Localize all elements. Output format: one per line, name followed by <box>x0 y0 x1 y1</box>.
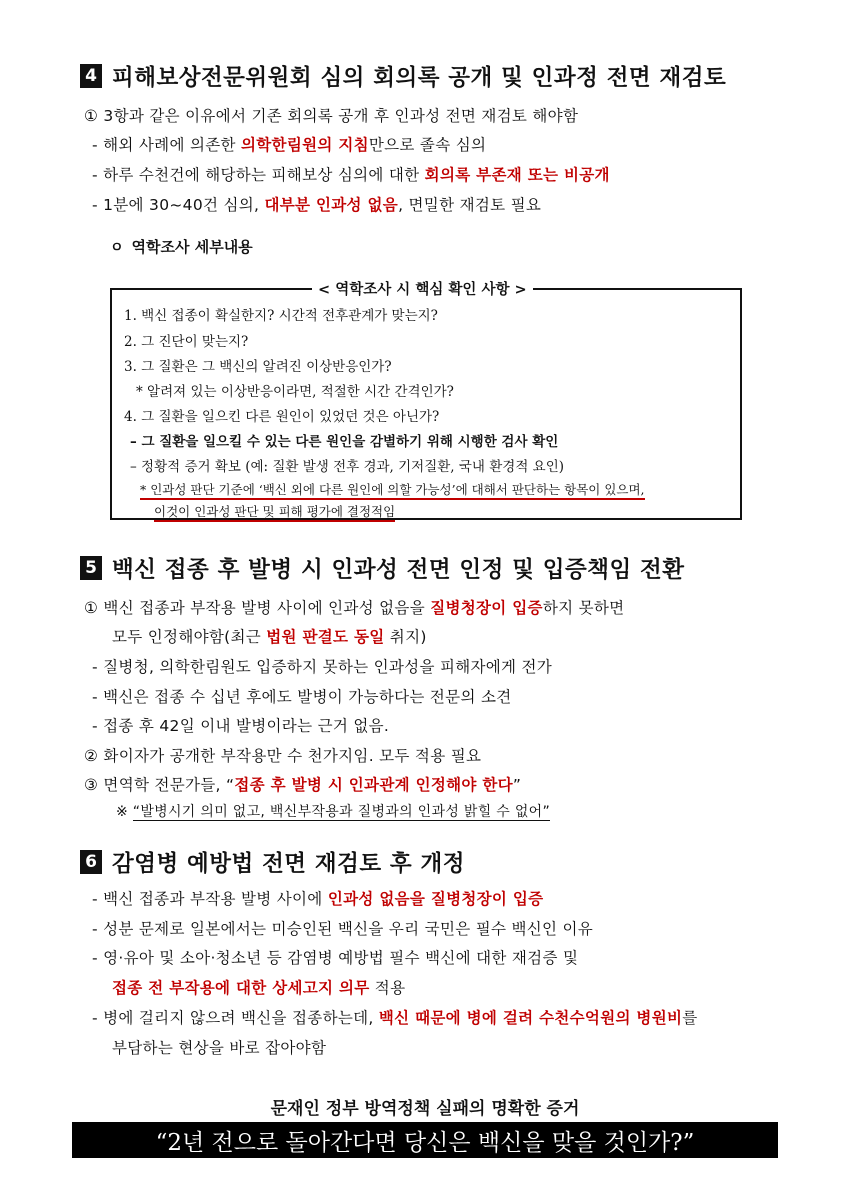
checklist-box <box>110 282 742 520</box>
sec5-line-5: - 접종 후 42일 이내 발병이라는 근거 없음. <box>92 717 390 735</box>
box-item: 1. 백신 접종이 확실한지? 시간적 전후관계가 맞는지? <box>124 308 438 324</box>
sec5-line-2: 모두 인정해야함(최근 법원 판결도 동일 취지) <box>112 628 427 646</box>
section-number-badge: 5 <box>80 556 102 580</box>
section-title: 백신 접종 후 발병 시 인과성 전면 인정 및 입증책임 전환 <box>112 557 685 583</box>
footer-title: 문재인 정부 방역정책 실패의 명확한 증거 <box>270 1099 580 1119</box>
sec4-line-2: - 해외 사례에 의존한 의학한림원의 지침만으로 졸속 심의 <box>92 136 487 154</box>
sec6-line-3: - 영·유아 및 소아·청소년 등 감염병 예방법 필수 백신에 대한 재검증 및 <box>92 949 579 967</box>
box-item: 3. 그 질환은 그 백신의 알려진 이상반응인가? <box>124 359 392 375</box>
sec5-line-4: - 백신은 접종 수 십년 후에도 발병이 가능하다는 전문의 소견 <box>92 688 512 706</box>
box-item-highlight: * 인과성 판단 기준에 ‘백신 외에 다른 원인에 의할 가능성’에 대해서 판단하는 항목이 있으며, <box>140 480 645 498</box>
subsection-label: ㅇ 역학조사 세부내용 <box>110 238 253 256</box>
sec6-line-5: - 병에 걸리지 않으려 백신을 접종하는데, 백신 때문에 병에 걸려 수천수억원의 병원비를 <box>92 1009 698 1027</box>
box-item: – 그 질환을 일으킬 수 있는 다른 원인을 감별하기 위해 시행한 검사 확인 <box>130 434 559 450</box>
section-number-badge: 6 <box>80 850 102 874</box>
footer-quote-banner <box>72 1122 778 1158</box>
section-6-heading <box>80 846 465 878</box>
sec5-line-1: ① 백신 접종과 부작용 발병 사이에 인과성 없음을 질병청장이 입증하지 못하면 <box>84 599 625 617</box>
section-5-heading <box>80 552 685 584</box>
footer-quote: “2년 전으로 돌아간다면 당신은 백신을 맞을 것인가?” <box>155 1129 695 1156</box>
box-item: 2. 그 진단이 맞는지? <box>124 334 249 350</box>
section-title: 감염병 예방법 전면 재검토 후 개정 <box>112 851 465 877</box>
sec5-line-3: - 질병청, 의학한림원도 입증하지 못하는 인과성을 피해자에게 전가 <box>92 658 553 676</box>
sec6-line-6: 부담하는 현상을 바로 잡아야함 <box>112 1039 327 1057</box>
sec4-line-1: ① 3항과 같은 이유에서 기존 회의록 공개 후 인과성 전면 재검토 해야함 <box>84 107 579 125</box>
box-title: < 역학조사 시 핵심 확인 사항 > <box>312 278 533 299</box>
section-number-badge: 4 <box>80 64 102 88</box>
sec4-line-3: - 하루 수천건에 해당하는 피해보상 심의에 대한 회의록 부존재 또는 비공개 <box>92 166 610 184</box>
section-title: 피해보상전문위원회 심의 회의록 공개 및 인과정 전면 재검토 <box>112 65 727 91</box>
box-item: * 알려져 있는 이상반응이라면, 적절한 시간 간격인가? <box>136 384 454 400</box>
box-item: 4. 그 질환을 일으킨 다른 원인이 있었던 것은 아닌가? <box>124 409 440 425</box>
box-item-highlight: 이것이 인과성 판단 및 피해 평가에 결정적임 <box>154 502 395 520</box>
sec5-note: ※ “발병시기 의미 없고, 백신부작용과 질병과의 인과성 밝힐 수 없어” <box>116 804 551 820</box>
sec6-line-2: - 성분 문제로 일본에서는 미승인된 백신을 우리 국민은 필수 백신인 이유 <box>92 920 594 938</box>
sec4-line-4: - 1분에 30~40건 심의, 대부분 인과성 없음, 면밀한 재검토 필요 <box>92 196 542 214</box>
sec5-line-6: ② 화이자가 공개한 부작용만 수 천가지임. 모두 적용 필요 <box>84 747 482 765</box>
sec5-line-7: ③ 면역학 전문가들, “접종 후 발병 시 인과관계 인정해야 한다” <box>84 776 522 794</box>
section-4-heading <box>80 60 726 92</box>
box-item: – 정황적 증거 확보 (예: 질환 발생 전후 경과, 기저질환, 국내 환경적 요인) <box>130 459 565 475</box>
sec6-line-1: - 백신 접종과 부작용 발병 사이에 인과성 없음을 질병청장이 입증 <box>92 890 544 908</box>
sec6-line-4: 접종 전 부작용에 대한 상세고지 의무 적용 <box>112 979 406 997</box>
circle-bullet-icon: ㅇ <box>110 239 124 256</box>
